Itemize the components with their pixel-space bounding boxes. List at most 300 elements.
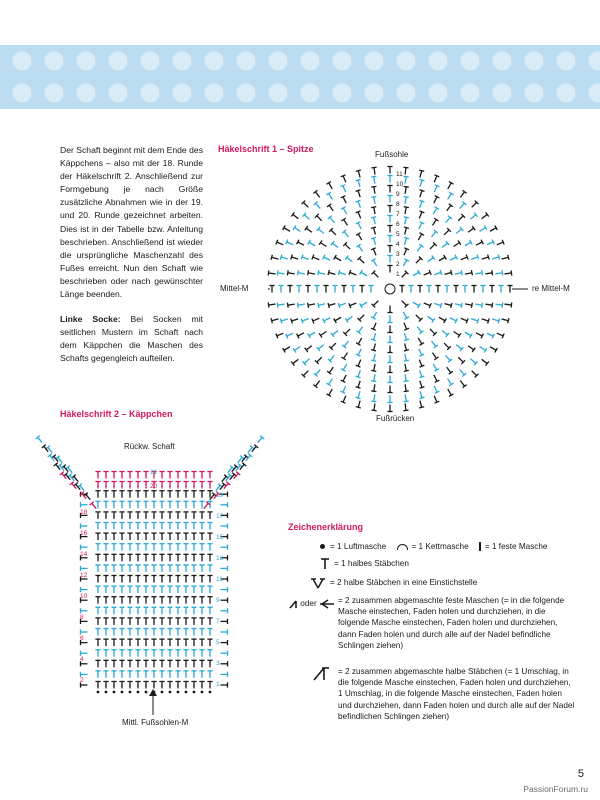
half-double-stitch-icon bbox=[103, 491, 108, 498]
half-double-stitch-icon bbox=[111, 607, 116, 614]
half-double-stitch-icon bbox=[191, 660, 196, 667]
half-double-stitch-icon bbox=[119, 576, 124, 583]
half-double-stitch-icon bbox=[143, 650, 148, 657]
legend-slip: = 1 Kettmasche bbox=[411, 542, 469, 551]
half-double-stitch-icon bbox=[103, 586, 108, 593]
half-double-stitch-icon bbox=[103, 512, 108, 519]
half-double-stitch-icon bbox=[175, 618, 180, 625]
row-number: 8 bbox=[80, 614, 84, 621]
half-double-stitch-icon bbox=[199, 482, 204, 489]
half-double-stitch-icon bbox=[183, 533, 188, 540]
half-double-stitch-icon bbox=[167, 482, 172, 489]
legend-row-5-symbol bbox=[310, 665, 330, 684]
chart2-top-label: Rückw. Schaft bbox=[124, 442, 175, 451]
half-double-stitch-icon bbox=[95, 607, 100, 614]
round-number: 7 bbox=[396, 211, 400, 218]
half-double-stitch-icon bbox=[167, 660, 172, 667]
half-double-stitch-icon bbox=[119, 491, 124, 498]
half-double-stitch-icon bbox=[207, 512, 212, 519]
half-double-stitch-icon bbox=[95, 586, 100, 593]
half-double-stitch-icon bbox=[135, 629, 140, 636]
half-double-stitch-icon bbox=[191, 671, 196, 678]
half-double-stitch-icon bbox=[81, 629, 88, 634]
legend-sc2tog: = 2 zusammen abgemaschte feste Maschen (= in die folgende Masche einstechen, Faden holen und durchziehen, in die folgende Masche einstechen, Faden holen und durchziehen, dann Faden holen und durch alle auf der Nadel befindliche Schlingen ziehen) bbox=[338, 596, 565, 650]
half-double-stitch-icon bbox=[127, 660, 132, 667]
half-double-stitch-icon bbox=[95, 671, 100, 678]
half-double-stitch-icon bbox=[221, 661, 228, 666]
half-double-stitch-icon bbox=[111, 533, 116, 540]
row-number: 10 bbox=[80, 593, 88, 600]
half-double-stitch-icon bbox=[143, 639, 148, 646]
half-double-stitch-icon bbox=[151, 607, 156, 614]
half-double-stitch-icon bbox=[207, 671, 212, 678]
half-double-stitch-icon bbox=[127, 597, 132, 604]
legend-hdc2tog: = 2 zusammen abgemaschte halbe Stäbchen (= 1 Umschlag, in die folgende Masche einstechen, Faden holen und durchziehen, 1 Umschlag, in die folgende Masche einstechen, Faden holen und durchziehen, dann Faden holen und durch alle auf der Nadel befindlichen Schlingen ziehen) bbox=[338, 667, 575, 721]
half-double-stitch-icon bbox=[175, 501, 180, 508]
half-double-stitch-icon bbox=[191, 629, 196, 636]
half-double-stitch-icon bbox=[207, 586, 212, 593]
half-double-stitch-icon bbox=[199, 554, 204, 561]
round-number: 3 bbox=[396, 251, 400, 258]
half-double-stitch-icon bbox=[143, 597, 148, 604]
row-number: 17 bbox=[216, 513, 224, 520]
half-double-stitch-icon bbox=[103, 629, 108, 636]
half-double-stitch-icon bbox=[127, 639, 132, 646]
half-double-stitch-icon bbox=[111, 472, 116, 479]
half-double-stitch-icon bbox=[183, 629, 188, 636]
half-double-stitch-icon bbox=[127, 491, 132, 498]
half-double-stitch-icon bbox=[119, 472, 124, 479]
half-double-stitch-icon bbox=[191, 618, 196, 625]
half-double-stitch-icon bbox=[143, 565, 148, 572]
round-number: 1 bbox=[396, 271, 400, 278]
half-double-stitch-icon bbox=[143, 501, 148, 508]
half-double-stitch-icon bbox=[159, 671, 164, 678]
half-double-stitch-icon bbox=[119, 660, 124, 667]
half-double-stitch-icon bbox=[127, 650, 132, 657]
half-double-stitch-icon bbox=[111, 544, 116, 551]
half-double-stitch-icon bbox=[111, 618, 116, 625]
half-double-stitch-icon bbox=[111, 482, 116, 489]
half-double-stitch-icon bbox=[183, 472, 188, 479]
half-double-stitch-icon bbox=[175, 650, 180, 657]
half-double-stitch-icon bbox=[159, 682, 164, 689]
half-double-stitch-icon bbox=[191, 472, 196, 479]
half-double-stitch-icon bbox=[95, 618, 100, 625]
row-number: 11 bbox=[216, 576, 223, 583]
half-double-stitch-icon bbox=[199, 576, 204, 583]
half-double-stitch-icon bbox=[167, 523, 172, 530]
increase-icon bbox=[310, 577, 326, 589]
chain-stitch-icon bbox=[145, 691, 148, 694]
sc2tog-alt-icon bbox=[319, 599, 335, 609]
half-double-stitch-icon bbox=[207, 482, 212, 489]
half-double-stitch-icon bbox=[135, 533, 140, 540]
half-double-stitch-icon bbox=[167, 501, 172, 508]
half-double-stitch-icon bbox=[81, 566, 88, 571]
half-double-stitch-icon bbox=[191, 597, 196, 604]
legend-single: = 1 feste Masche bbox=[484, 542, 548, 551]
half-double-stitch-icon bbox=[119, 629, 124, 636]
row-number: 2 bbox=[80, 677, 84, 684]
half-double-stitch-icon bbox=[199, 618, 204, 625]
half-double-stitch-icon bbox=[175, 491, 180, 498]
half-double-stitch-icon bbox=[207, 639, 212, 646]
half-double-stitch-icon bbox=[175, 607, 180, 614]
half-double-stitch-icon bbox=[159, 482, 164, 489]
half-double-stitch-icon bbox=[221, 545, 228, 550]
half-double-stitch-icon bbox=[95, 472, 100, 479]
round-number: 8 bbox=[396, 201, 400, 208]
half-double-stitch-icon bbox=[191, 682, 196, 689]
half-double-stitch-icon bbox=[151, 650, 156, 657]
half-double-stitch-icon bbox=[151, 639, 156, 646]
half-double-stitch-icon bbox=[95, 576, 100, 583]
half-double-stitch-icon bbox=[183, 501, 188, 508]
half-double-stitch-icon bbox=[119, 639, 124, 646]
chain-stitch-icon bbox=[169, 691, 172, 694]
half-double-stitch-icon bbox=[207, 618, 212, 625]
left-sock-label: Linke Socke: bbox=[60, 314, 121, 325]
half-double-stitch-icon bbox=[103, 576, 108, 583]
half-double-stitch-icon bbox=[175, 533, 180, 540]
half-double-stitch-icon bbox=[175, 544, 180, 551]
half-double-stitch-icon bbox=[191, 650, 196, 657]
half-double-stitch-icon bbox=[151, 597, 156, 604]
half-double-stitch-icon bbox=[199, 523, 204, 530]
half-double-stitch-icon bbox=[81, 608, 88, 613]
half-double-stitch-icon bbox=[95, 660, 100, 667]
half-double-stitch-icon bbox=[159, 523, 164, 530]
row-number: 15 bbox=[216, 534, 224, 541]
half-double-stitch-icon bbox=[151, 629, 156, 636]
half-double-stitch-icon bbox=[119, 607, 124, 614]
row-number: 6 bbox=[80, 635, 84, 642]
half-double-stitch-icon bbox=[95, 650, 100, 657]
half-double-stitch-icon bbox=[167, 682, 172, 689]
half-double-stitch-icon bbox=[167, 586, 172, 593]
half-double-stitch-icon bbox=[95, 533, 100, 540]
half-double-stitch-icon bbox=[111, 682, 116, 689]
half-double-stitch-icon bbox=[127, 607, 132, 614]
round-number: 5 bbox=[396, 231, 400, 238]
half-double-stitch-icon bbox=[199, 544, 204, 551]
half-double-stitch-icon bbox=[191, 523, 196, 530]
half-double-stitch-icon bbox=[159, 629, 164, 636]
chart1-bottom-label: Fußrücken bbox=[376, 414, 415, 423]
half-double-stitch-icon bbox=[159, 533, 164, 540]
half-double-stitch-icon bbox=[183, 554, 188, 561]
half-double-stitch-icon bbox=[183, 682, 188, 689]
half-double-stitch-icon bbox=[167, 576, 172, 583]
half-double-stitch-icon bbox=[151, 501, 156, 508]
half-double-stitch-icon bbox=[81, 502, 88, 507]
half-double-stitch-icon bbox=[175, 482, 180, 489]
half-double-stitch-icon bbox=[151, 512, 156, 519]
half-double-stitch-icon bbox=[119, 597, 124, 604]
slip-stitch-icon bbox=[397, 544, 408, 550]
half-double-stitch-icon bbox=[111, 501, 116, 508]
half-double-stitch-icon bbox=[175, 565, 180, 572]
half-double-stitch-icon bbox=[207, 472, 212, 479]
half-double-stitch-icon bbox=[167, 544, 172, 551]
half-double-stitch-icon bbox=[143, 660, 148, 667]
half-double-stitch-icon bbox=[127, 501, 132, 508]
half-double-stitch-icon bbox=[191, 501, 196, 508]
half-double-stitch-icon bbox=[167, 533, 172, 540]
half-double-stitch-icon bbox=[159, 491, 164, 498]
round-number: 9 bbox=[396, 191, 400, 198]
half-double-stitch-icon bbox=[183, 586, 188, 593]
half-double-stitch-icon bbox=[199, 491, 204, 498]
half-double-stitch-icon bbox=[95, 554, 100, 561]
half-double-stitch-icon bbox=[159, 576, 164, 583]
half-double-stitch-icon bbox=[95, 565, 100, 572]
half-double-stitch-icon bbox=[221, 629, 228, 634]
half-double-stitch-icon bbox=[103, 501, 108, 508]
half-double-stitch-icon bbox=[135, 512, 140, 519]
half-double-stitch-icon bbox=[135, 618, 140, 625]
half-double-stitch-icon bbox=[207, 682, 212, 689]
half-double-stitch-icon bbox=[191, 554, 196, 561]
half-double-stitch-icon bbox=[135, 523, 140, 530]
half-double-stitch-icon bbox=[81, 587, 88, 592]
half-double-stitch-icon bbox=[95, 682, 100, 689]
half-double-stitch-icon bbox=[135, 501, 140, 508]
half-double-stitch-icon bbox=[95, 501, 100, 508]
half-double-stitch-icon bbox=[183, 639, 188, 646]
half-double-stitch-icon bbox=[135, 607, 140, 614]
half-double-stitch-icon bbox=[135, 586, 140, 593]
half-double-stitch-icon bbox=[183, 650, 188, 657]
half-double-stitch-icon bbox=[103, 671, 108, 678]
half-double-stitch-icon bbox=[95, 629, 100, 636]
half-double-stitch-icon bbox=[199, 472, 204, 479]
half-double-stitch-icon bbox=[127, 523, 132, 530]
half-double-stitch-icon bbox=[143, 482, 148, 489]
half-double-stitch-icon bbox=[221, 566, 228, 571]
half-double-stitch-icon bbox=[143, 512, 148, 519]
half-double-stitch-icon bbox=[183, 671, 188, 678]
half-double-stitch-icon bbox=[135, 544, 140, 551]
half-double-stitch-icon bbox=[159, 660, 164, 667]
intro-paragraph: Der Schaft beginnt mit dem Ende des Käppchens – also mit der 18. Runde der Häkelschrift 2. Anschließend zur Formgebung je nach Größe zusätzliche Abnahmen wie in der 19. und 20. Runde gezeichnet arbeiten. Dies ist in der Tabelle bzw. Anleitung beschrieben. Anschließend ist wieder die ursprüngliche Maschenzahl des Fußes erreicht. Nun den Schaft wie beschrieben oder nach gewünschter Länge beenden. bbox=[60, 145, 203, 300]
half-double-stitch-icon bbox=[199, 607, 204, 614]
center-arrow-icon bbox=[149, 689, 157, 715]
half-double-stitch-icon bbox=[167, 565, 172, 572]
half-double-stitch-icon bbox=[199, 671, 204, 678]
half-double-stitch-icon bbox=[135, 682, 140, 689]
half-double-stitch-icon bbox=[167, 607, 172, 614]
half-double-stitch-icon bbox=[199, 512, 204, 519]
half-double-stitch-icon bbox=[159, 639, 164, 646]
half-double-stitch-icon bbox=[207, 554, 212, 561]
round-number: 11 bbox=[396, 171, 403, 178]
half-double-stitch-icon bbox=[167, 629, 172, 636]
half-double-stitch-icon bbox=[199, 682, 204, 689]
half-double-stitch-icon bbox=[221, 598, 228, 603]
half-double-stitch-icon bbox=[103, 544, 108, 551]
half-double-stitch-icon bbox=[143, 671, 148, 678]
half-double-stitch-icon bbox=[207, 660, 212, 667]
half-double-stitch-icon bbox=[119, 544, 124, 551]
half-double-stitch-icon bbox=[151, 533, 156, 540]
half-double-stitch-icon bbox=[151, 586, 156, 593]
row-number: 3 bbox=[216, 660, 220, 667]
chart1-title: Häkelschrift 1 – Spitze bbox=[218, 144, 314, 154]
chain-stitch-icon bbox=[201, 691, 204, 694]
half-double-stitch-icon bbox=[207, 533, 212, 540]
row-number: 4 bbox=[80, 656, 84, 663]
half-double-stitch-icon bbox=[159, 472, 164, 479]
half-double-stitch-icon bbox=[175, 554, 180, 561]
half-double-stitch-icon bbox=[135, 472, 140, 479]
half-double-stitch-icon bbox=[119, 671, 124, 678]
half-double-stitch-icon bbox=[143, 544, 148, 551]
half-double-stitch-icon bbox=[119, 482, 124, 489]
half-double-stitch-icon bbox=[127, 554, 132, 561]
half-double-stitch-icon bbox=[103, 533, 108, 540]
half-double-stitch-icon bbox=[103, 682, 108, 689]
chain-stitch-icon bbox=[97, 691, 100, 694]
row-number: 21 bbox=[150, 469, 158, 476]
half-double-stitch-icon bbox=[199, 533, 204, 540]
legend-row-3 bbox=[310, 577, 477, 589]
half-double-stitch-icon bbox=[207, 597, 212, 604]
left-sock-text: Bei Socken mit seitlichen Mustern im Schaft nach dem Käppchen die Maschen des Schafts gegengleich aufteilen. bbox=[60, 314, 204, 364]
half-double-stitch-icon bbox=[258, 436, 264, 443]
half-double-stitch-icon bbox=[221, 619, 228, 624]
row-number: 7 bbox=[216, 618, 220, 625]
half-double-stitch-icon bbox=[111, 523, 116, 530]
row-number: 1 bbox=[216, 681, 220, 688]
half-double-stitch-icon bbox=[81, 523, 88, 528]
chart1-right-label: re Mittel-M bbox=[532, 284, 570, 293]
row-number: 13 bbox=[216, 555, 224, 562]
half-double-stitch-icon bbox=[151, 565, 156, 572]
row-number: 9 bbox=[216, 597, 220, 604]
half-double-stitch-icon bbox=[111, 629, 116, 636]
chain-stitch-icon bbox=[209, 691, 212, 694]
half-double-stitch-icon bbox=[81, 545, 88, 550]
half-double-stitch-icon bbox=[143, 607, 148, 614]
half-double-stitch-icon bbox=[167, 554, 172, 561]
half-double-stitch-icon bbox=[191, 639, 196, 646]
half-double-stitch-icon bbox=[103, 660, 108, 667]
half-double-stitch-icon bbox=[183, 512, 188, 519]
half-double-stitch-icon bbox=[127, 533, 132, 540]
chain-stitch-icon bbox=[137, 691, 140, 694]
half-double-stitch-icon bbox=[135, 576, 140, 583]
half-double-stitch-icon bbox=[143, 554, 148, 561]
round-number: 10 bbox=[396, 181, 404, 188]
half-double-stitch-icon bbox=[207, 629, 212, 636]
half-double-stitch-icon bbox=[111, 512, 116, 519]
half-double-stitch-icon bbox=[221, 523, 228, 528]
half-double-stitch-icon bbox=[191, 607, 196, 614]
half-double-stitch-icon bbox=[143, 533, 148, 540]
half-double-stitch-icon bbox=[159, 607, 164, 614]
row-number: 14 bbox=[80, 551, 88, 558]
half-double-stitch-icon bbox=[135, 482, 140, 489]
half-double-stitch-icon bbox=[127, 512, 132, 519]
half-double-stitch-icon bbox=[175, 512, 180, 519]
half-double-stitch-icon bbox=[143, 472, 148, 479]
round-number: 2 bbox=[396, 261, 400, 268]
half-double-stitch-icon bbox=[151, 576, 156, 583]
half-double-stitch-icon bbox=[95, 491, 100, 498]
half-double-stitch-icon bbox=[167, 491, 172, 498]
half-double-stitch-icon bbox=[191, 533, 196, 540]
half-double-stitch-icon bbox=[199, 501, 204, 508]
half-double-stitch-icon bbox=[191, 565, 196, 572]
half-double-stitch-icon bbox=[90, 502, 96, 509]
half-double-stitch-icon bbox=[207, 576, 212, 583]
round-number: 6 bbox=[396, 221, 400, 228]
half-double-stitch-icon bbox=[36, 436, 42, 443]
half-double-stitch-icon bbox=[119, 533, 124, 540]
half-double-stitch-icon bbox=[191, 586, 196, 593]
half-double-stitch-icon bbox=[143, 491, 148, 498]
half-double-stitch-icon bbox=[103, 472, 108, 479]
half-double-stitch-icon bbox=[167, 618, 172, 625]
half-double-stitch-icon bbox=[127, 482, 132, 489]
half-double-stitch-icon bbox=[183, 491, 188, 498]
half-double-stitch-icon bbox=[151, 491, 156, 498]
half-double-stitch-icon bbox=[111, 576, 116, 583]
half-double-stitch-icon bbox=[119, 618, 124, 625]
half-double-stitch-icon bbox=[143, 618, 148, 625]
half-double-stitch-icon bbox=[127, 565, 132, 572]
hdc2tog-icon bbox=[310, 665, 330, 681]
half-double-icon bbox=[320, 558, 330, 570]
half-double-stitch-icon bbox=[183, 544, 188, 551]
round-number: 4 bbox=[396, 241, 400, 248]
half-double-stitch-icon bbox=[127, 472, 132, 479]
chain-stitch-icon bbox=[121, 691, 124, 694]
single-crochet-icon bbox=[479, 542, 481, 551]
half-double-stitch-icon bbox=[159, 597, 164, 604]
half-double-stitch-icon bbox=[95, 544, 100, 551]
half-double-stitch-icon bbox=[151, 523, 156, 530]
half-double-stitch-icon bbox=[135, 671, 140, 678]
watermark: PassionForum.ru bbox=[523, 784, 588, 794]
row-number: 5 bbox=[216, 639, 220, 646]
half-double-stitch-icon bbox=[221, 640, 228, 645]
half-double-stitch-icon bbox=[159, 650, 164, 657]
half-double-stitch-icon bbox=[183, 597, 188, 604]
half-double-stitch-icon bbox=[199, 629, 204, 636]
row-number: 20 bbox=[150, 483, 158, 490]
half-double-stitch-icon bbox=[127, 682, 132, 689]
half-double-stitch-icon bbox=[207, 544, 212, 551]
half-double-stitch-icon bbox=[135, 565, 140, 572]
half-double-stitch-icon bbox=[183, 618, 188, 625]
chain-stitch-icon bbox=[105, 691, 108, 694]
half-double-stitch-icon bbox=[207, 565, 212, 572]
half-double-stitch-icon bbox=[207, 607, 212, 614]
half-double-stitch-icon bbox=[143, 523, 148, 530]
half-double-stitch-icon bbox=[103, 565, 108, 572]
half-double-stitch-icon bbox=[191, 576, 196, 583]
half-double-stitch-icon bbox=[191, 482, 196, 489]
chain-stitch-icon bbox=[320, 544, 325, 549]
half-double-stitch-icon bbox=[111, 671, 116, 678]
half-double-stitch-icon bbox=[143, 682, 148, 689]
half-double-stitch-icon bbox=[127, 618, 132, 625]
half-double-stitch-icon bbox=[183, 482, 188, 489]
half-double-stitch-icon bbox=[221, 651, 228, 656]
